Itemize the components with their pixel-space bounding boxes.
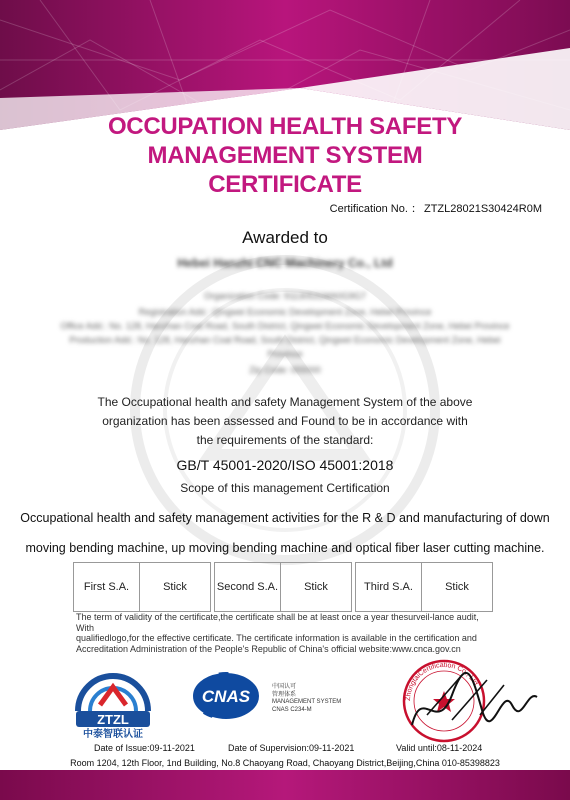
issuer-address: Room 1204, 12th Floor, 1nd Building, No.8 Chaoyang Road, Chaoyang District,Beijing,China 010-85398823 [70,758,500,768]
footer-band [0,770,570,800]
audit-value: Stick [163,581,187,593]
office-address-blurred: Office Add.: No. 128, Hanzhan Coal Road, South District, Qingwei Economic Development Zone, Hebei Province [60,321,510,331]
ztzl-letters: ZTZL [97,712,129,727]
assessment-line-1: The Occupational health and safety Management System of the above [97,395,473,409]
cnas-accreditation-info [272,684,341,714]
audit-box-third [355,562,493,612]
validity-line-1: The term of validity of the certificate,the certificate shall be at least once a year thesurveil-lance audit, With [76,612,479,633]
standard-code: GB/T 45001-2020/ISO 45001:2018 [176,457,394,473]
production-address-cont-blurred: Province [267,349,303,359]
cnas-info-line-3: MANAGEMENT SYSTEM [272,699,342,705]
validity-line-3: Accreditation Administration of the People's Republic of China's official website:www.cnca.gov.cn [76,643,461,654]
cnas-info-line-4: CNAS C234-M [272,706,312,713]
certification-number-label: Certification No. ： [329,203,422,215]
title-line-3: CERTIFICATE [208,171,362,198]
audit-value: Stick [445,581,469,593]
certificate-title [0,112,570,199]
scope-line-1: Occupational health and safety management activities for the R & D and manufacturing of down [20,511,550,525]
audit-label: Second S.A. [215,563,281,611]
certification-number-value: ZTZL28021S30424R0M [423,203,542,215]
assessment-line-2: organization has been assessed and Found to be in accordance with [102,414,468,428]
scope-line-2: moving bending machine, up moving bending machine and optical fiber laser cutting machine. [25,541,545,555]
cnas-info-line-1: 中国认可 [272,684,297,690]
validity-note [76,612,496,654]
cnas-logo-icon [190,670,262,722]
date-of-issue: Date of Issue:09-11-2021 [94,743,195,753]
assessment-statement [80,393,490,450]
title-line-1: OCCUPATION HEALTH SAFETY [107,113,463,140]
registration-address-blurred: Registration Add.: Qingwei Economic Development Zone, Hebei Province [138,307,432,317]
audit-box-second [214,562,352,612]
awarded-to-heading: Awarded to [242,228,328,247]
stamp-text: ZhongtaiCertification Co., Ltd [404,661,479,702]
company-stamp-icon [392,655,542,745]
title-line-2: MANAGEMENT SYSTEM [147,142,423,169]
valid-until: Valid until:08-11-2024 [396,743,483,753]
date-of-supervision: Date of Supervision:09-11-2021 [228,743,355,753]
scope-label: Scope of this management Certification [180,481,390,495]
company-name-blurred: Hebei Hanzhi CNC Machinery Co., Ltd [177,256,393,270]
zip-code-blurred: Zip Code: 055000 [249,365,321,375]
certification-number [328,200,542,216]
cnas-info-line-2: 管理体系 [272,691,297,698]
production-address-blurred: Production Add.: No. 128, Hanzhan Coal Road, South District, Qingwei Economic Development Zone, Hebei [69,335,501,345]
audit-label: Third S.A. [356,563,422,611]
assessment-line-3: the requirements of the standard: [196,433,374,447]
validity-line-2: qualifiedlogo,for the effective certificate. The certificate information is available in the certification and [76,633,477,643]
cnas-letters: CNAS [201,687,251,706]
audit-box-first [73,562,211,612]
ztzl-chinese-name: 中泰智联认证 [83,729,143,740]
audit-label: First S.A. [74,563,140,611]
audit-value: Stick [304,581,328,593]
organization-code-blurred: Organization Code: 91130531MA0G9G7 [204,291,366,301]
